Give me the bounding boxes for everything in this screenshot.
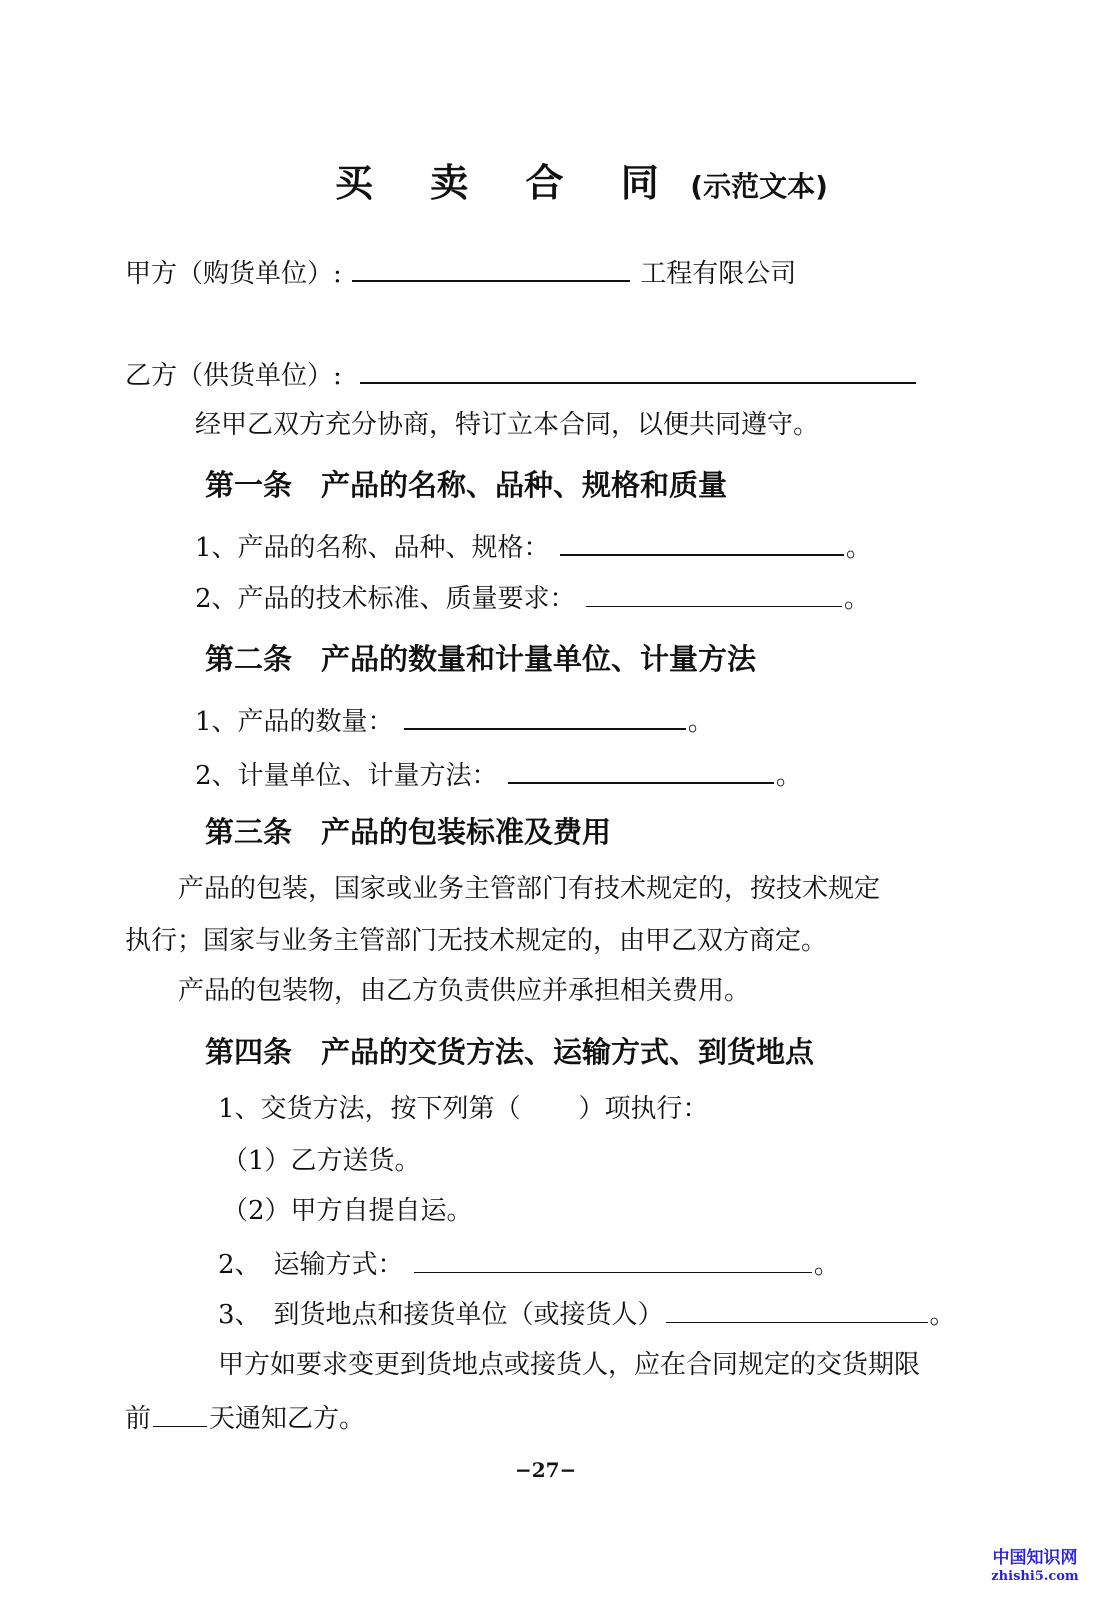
article-3-paragraph-1-cont: 执行；国家与业务主管部门无技术规定的，由甲乙双方商定。 bbox=[125, 926, 828, 956]
item-label-suffix: ）项执行： bbox=[578, 1094, 709, 1124]
title-main: 买 卖 合 同 bbox=[335, 161, 681, 205]
delivery-location-blank[interactable] bbox=[666, 1296, 928, 1323]
page-number: −27− bbox=[515, 1458, 577, 1482]
item-end: 。 bbox=[775, 761, 802, 791]
watermark-domain: zhishi5.com bbox=[991, 1569, 1079, 1584]
item-end: 。 bbox=[929, 1300, 956, 1330]
item-label: 2、计量单位、计量方法： bbox=[195, 761, 498, 791]
article-4-notice-cont bbox=[125, 1400, 365, 1436]
item-blank[interactable] bbox=[508, 756, 774, 784]
article-3-paragraph-2: 产品的包装物，由乙方负责供应并承担相关费用。 bbox=[178, 976, 751, 1006]
party-a-line bbox=[125, 254, 796, 291]
item-label: 2、产品的技术标准、质量要求： bbox=[195, 584, 576, 614]
article-2-heading: 第二条 产品的数量和计量单位、计量方法 bbox=[205, 642, 757, 676]
transport-blank[interactable] bbox=[414, 1246, 812, 1273]
article-3-heading: 第三条 产品的包装标准及费用 bbox=[205, 815, 612, 849]
article-4-notice: 甲方如要求变更到货地点或接货人，应在合同规定的交货期限 bbox=[218, 1350, 921, 1380]
article-4-item-3 bbox=[218, 1296, 956, 1332]
preamble: 经甲乙双方充分协商，特订立本合同，以便共同遵守。 bbox=[195, 410, 820, 440]
party-b-label: 乙方（供货单位）: bbox=[125, 361, 342, 391]
item-blank[interactable] bbox=[586, 580, 842, 607]
article-4-option-2: （2）甲方自提自运。 bbox=[222, 1196, 473, 1226]
article-4-option-1: （1）乙方送货。 bbox=[222, 1146, 421, 1176]
item-label: 1、交货方法，按下列第（ bbox=[218, 1094, 521, 1124]
article-4-item-2 bbox=[218, 1246, 840, 1282]
article-1-heading: 第一条 产品的名称、品种、规格和质量 bbox=[205, 468, 728, 502]
watermark bbox=[985, 1548, 1085, 1586]
item-end: 。 bbox=[843, 584, 870, 614]
document-title bbox=[335, 152, 828, 207]
notice-suffix: 天通知乙方。 bbox=[209, 1404, 366, 1434]
item-label: 1、产品的名称、品种、规格： bbox=[195, 533, 550, 563]
notice-prefix: 前 bbox=[125, 1404, 152, 1434]
item-blank[interactable] bbox=[404, 702, 686, 730]
item-blank[interactable] bbox=[560, 528, 844, 556]
item-label: 2、 运输方式： bbox=[218, 1250, 404, 1280]
watermark-name: 中国知识网 bbox=[992, 1548, 1078, 1568]
article-4-heading: 第四条 产品的交货方法、运输方式、到货地点 bbox=[205, 1035, 815, 1069]
article-2-item-1 bbox=[195, 702, 714, 739]
article-1-item-2 bbox=[195, 580, 870, 616]
item-label: 3、 到货地点和接货单位（或接货人） bbox=[218, 1300, 664, 1330]
article-3-paragraph-1: 产品的包装，国家或业务主管部门有技术规定的，按技术规定 bbox=[178, 874, 881, 904]
item-end: 。 bbox=[845, 533, 872, 563]
party-a-suffix: 工程有限公司 bbox=[640, 259, 797, 289]
article-1-item-1 bbox=[195, 528, 872, 565]
article-4-item-1 bbox=[218, 1092, 709, 1126]
item-end: 。 bbox=[687, 707, 714, 737]
item-label: 1、产品的数量： bbox=[195, 707, 394, 737]
title-subtitle: (示范文本) bbox=[690, 170, 828, 203]
article-2-item-2 bbox=[195, 756, 802, 793]
party-a-label: 甲方（购货单位）: bbox=[125, 259, 342, 289]
item-end: 。 bbox=[813, 1250, 840, 1280]
party-a-blank[interactable] bbox=[352, 254, 630, 282]
party-b-line bbox=[125, 356, 918, 393]
notice-days-blank[interactable] bbox=[153, 1400, 207, 1427]
party-b-blank[interactable] bbox=[360, 356, 916, 384]
